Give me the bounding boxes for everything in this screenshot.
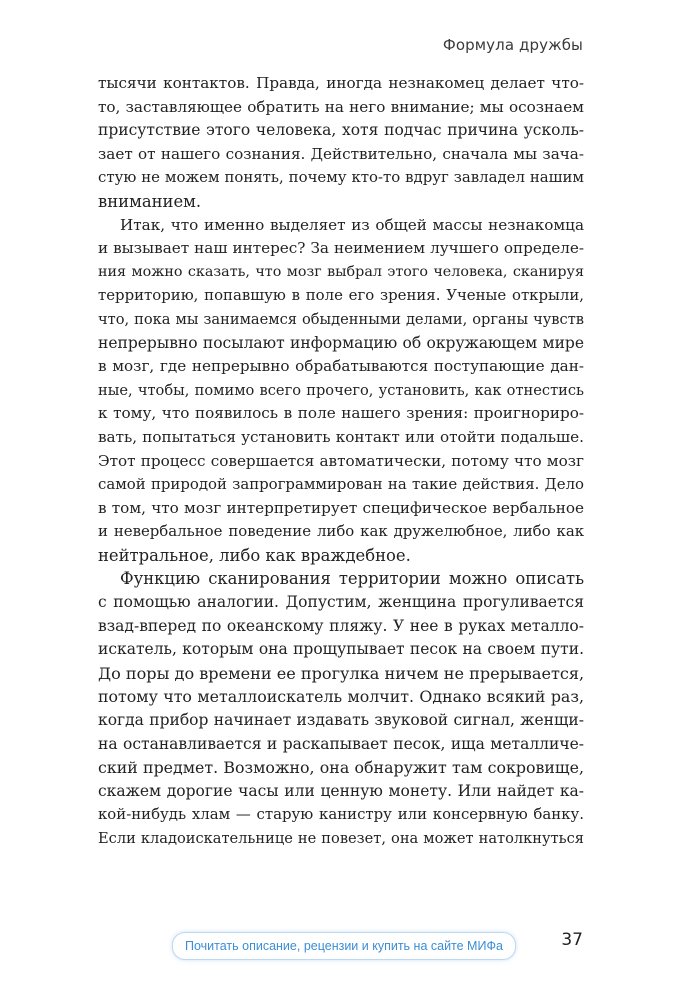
text-line: зает от нашего сознания. Действительно, сначала мы зача- (98, 144, 584, 163)
text-line: в том, что мозг интерпретирует специфическое вербальное (98, 498, 584, 517)
text-line: До поры до времени ее прогулка ничем не прерывается, (98, 663, 585, 683)
text-line: вниманием. (98, 191, 202, 211)
text-line: то, заставляющее обратить на него внимание; мы осознаем (98, 97, 584, 116)
text-line: Функцию сканирования территории можно описать (120, 569, 584, 589)
text-line: в мозг, где непрерывно обрабатываются поступающие дан- (98, 357, 584, 376)
text-line: нейтральное, либо как враждебное. (98, 545, 411, 565)
text-line: и вызывает наш интерес? За неимением лучшего определе- (98, 239, 584, 258)
page-number: 37 (561, 930, 583, 950)
text-line: потому что металлоискатель молчит. Однако всякий раз, (98, 687, 584, 707)
text-line: на останавливается и раскапывает песок, ища металличе- (98, 734, 584, 753)
text-line: искатель, которым она прощупывает песок на своем пути. (98, 640, 584, 659)
text-line: что, пока мы занимаемся обыденными делами, органы чувств (98, 310, 584, 328)
buy-on-mif-link[interactable]: Почитать описание, рецензии и купить на сайте МИФа (172, 932, 516, 960)
text-line: самой природой запрограммирован на такие действия. Дело (98, 475, 584, 494)
text-line: взад-вперед по океанскому пляжу. У нее в руках металло- (98, 616, 584, 635)
paragraph-2 (98, 214, 584, 568)
text-line: когда прибор начинает издавать звуковой сигнал, женщи- (98, 711, 584, 730)
text-line: кой-нибудь хлам — старую канистру или консервную банку. (98, 805, 584, 824)
text-line: ния можно сказать, что мозг выбрал этого человека, сканируя (98, 263, 584, 280)
text-line: Этот процесс совершается автоматически, потому что мозг (98, 451, 584, 470)
text-line: территорию, попавшую в поле его зрения. Ученые открыли, (98, 286, 584, 305)
paragraph-1 (98, 72, 584, 214)
text-line: и невербальное поведение либо как дружелюбное, либо как (98, 522, 584, 541)
paragraph-3 (98, 567, 584, 850)
text-line: присутствие этого человека, хотя подчас причина усколь- (98, 121, 584, 140)
text-line: к тому, что появилось в поле нашего зрения: проигнориро- (98, 404, 584, 423)
text-line: тысячи контактов. Правда, иногда незнакомец делает что- (98, 74, 584, 92)
text-line: непрерывно посылают информацию об окружающем мире (98, 333, 584, 352)
text-line: стую не можем понять, почему кто-то вдруг завладел нашим (98, 168, 584, 187)
text-line: ский предмет. Возможно, она обнаружит там сокровище, (98, 758, 584, 778)
text-line: ные, чтобы, помимо всего прочего, установить, как отнестись (98, 381, 584, 399)
running-head-title: Формула дружбы (442, 36, 583, 54)
text-line: вать, попытаться установить контакт или отойти подальше. (98, 427, 584, 446)
text-line: с помощью аналогии. Допустим, женщина прогуливается (98, 593, 584, 612)
text-line: Итак, что именно выделяет из общей массы незнакомца (120, 215, 584, 234)
text-line: скажем дорогие часы или ценную монету. Или найдет ка- (98, 781, 584, 800)
text-line: Если кладоискательнице не повезет, она может натолкнуться (98, 830, 584, 847)
body-text (98, 72, 584, 851)
